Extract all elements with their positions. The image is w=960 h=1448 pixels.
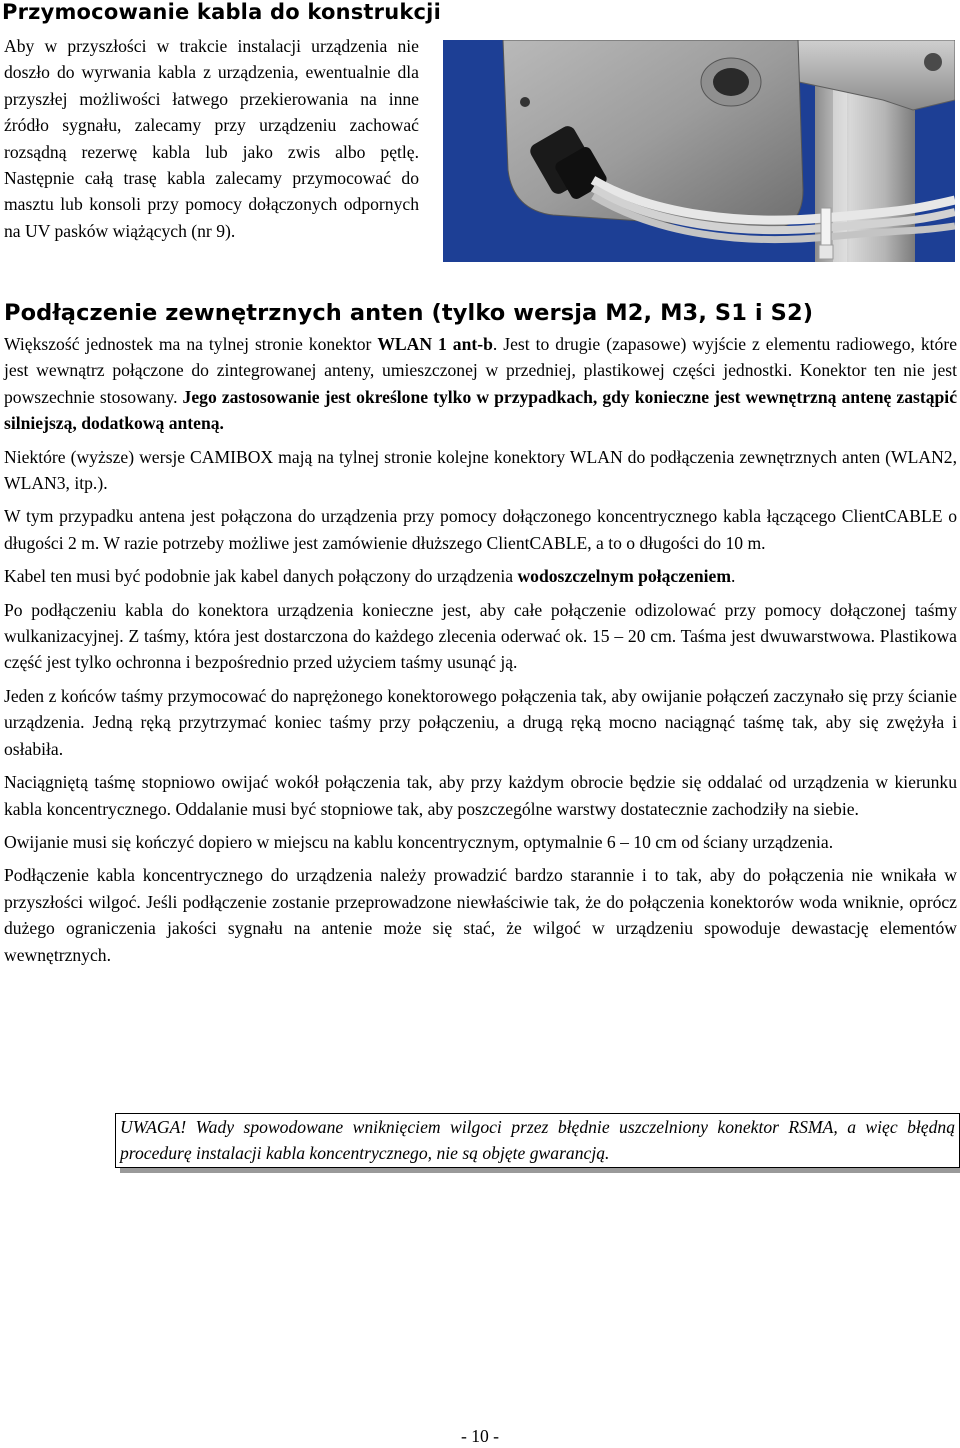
paragraph-waterproof: Kabel ten musi być podobnie jak kabel danych połączony do urządzenia wodoszczelnym połączeniem. <box>4 566 736 587</box>
paragraph-moisture: Podłączenie kabla koncentrycznego do urządzenia należy prowadzić bardzo starannie i to tak, aby do połączenia nie wnikała w przyszłości wilgoć. Jeśli podłączenie zostanie przeprowadzone niewłaściwie tak, że do połączenia konektorów woda wniknie, oprócz dużego ograniczenia jakości sygnału na antenie może się stać, że wilgoć w urządzeniu spowoduje dewastację elementów wewnętrznych. <box>4 865 957 965</box>
paragraph-clientcable: W tym przypadku antena jest połączona do urządzenia przy pomocy dołączonego koncentrycznego kabla łączącego ClientCABLE o długości 2 m. W razie potrzeby możliwe jest zamówienie dłuższego ClientCABLE, a to o długości do 10 m. <box>4 506 957 553</box>
page-number: - 10 - <box>460 1426 500 1446</box>
paragraph-camibox-versions: Niektóre (wyższe) wersje CAMIBOX mają na tylnej stronie kolejne konektory WLAN do podłączenia zewnętrznych anten (WLAN2, WLAN3, itp.). <box>4 446 957 494</box>
section-title-external-antennas: Podłączenie zewnętrznych anten (tylko wersja M2, M3, S1 i S2) <box>4 300 814 326</box>
warning-box <box>115 1113 960 1168</box>
section-body <box>4 331 957 975</box>
paragraph-wlan-connector: Większość jednostek ma na tylnej stronie konektor WLAN 1 ant-b. Jest to drugie (zapasowe) wyjście z elementu radiowego, które jest wewnątrz połączone do zintegrowanej anteny, umieszczonej w przedniej, plastikowej części jednostki. Konektor ten nie jest powszechnie stosowany. Jego zastosowanie jest określone tylko w przypadkach, gdy konieczne jest wewnętrzną antenę zastąpić silniejszą, dodatkową anteną. <box>4 334 958 434</box>
paragraph-tape-start: Jeden z końców taśmy przymocować do naprężonego konektorowego połączenia tak, aby owijanie połączeń zaczynało się przy ścianie urządzenia. Jedną ręką przytrzymać koniec taśmy przy połączeniu, a drugą ręką mocno naciągnąć taśmę tak, aby się zwężyła i osłabiła. <box>4 685 957 759</box>
emphasis-text: Jego zastosowanie jest określone tylko w przypadkach, gdy konieczne jest wewnętrzną antenę zastąpić silniejszą, dodatkową anteną. <box>4 386 957 434</box>
paragraph-insulation: Po podłączeniu kabla do konektora urządzenia konieczne jest, aby całe połączenie odizolować przy pomocy dołączonej taśmy wulkanizacyjnej. Z taśmy, która jest dostarczona do każdego zlecenia oderwać ok. 15 – 20 cm. Taśma jest dwuwarstwowa. Plastikowa część jest tylko ochronna i bezpośrednio przed użyciem taśmy usunąć ją. <box>4 599 957 673</box>
section-title-cable-mounting: Przymocowanie kabla do konstrukcji <box>2 0 441 24</box>
intro-paragraph: Aby w przyszłości w trakcie instalacji urządzenia nie doszło do wyrwania kabla z urządzenia, ewentualnie dla przyszłej możliwości łatwego przekierowania na inne źródło sygnału, zalecamy przy urządzeniu zachować rozsądną rezerwę kabla lub jako zwis albo pętlę. Następnie całą trasę kabla zalecamy przymocować do masztu lub konsoli przy pomocy dołączonych odpornych na UV pasków wiążących (nr 9). <box>4 36 419 241</box>
device-cable-photo <box>443 40 955 262</box>
paragraph-wrap-end: Owijanie musi się kończyć dopiero w miejscu na kablu koncentrycznym, optymalnie 6 – 10 cm od ściany urządzenia. <box>4 831 834 852</box>
warning-text: UWAGA! Wady spowodowane wniknięciem wilgoci przez błędnie uszczelniony konektor RSMA, a więc błędną procedurę instalacji kabla koncentrycznego, nie są objęte gwarancją. <box>120 1117 955 1164</box>
connector-name: WLAN 1 ant-b <box>377 334 493 354</box>
emphasis-waterproof: wodoszczelnym połączeniem <box>517 566 731 587</box>
paragraph-tape-wrap: Naciągniętą taśmę stopniowo owijać wokół połączenia tak, aby przy każdym obrocie będzie się oddalać od urządzenia w kierunku kabla koncentrycznego. Oddalanie musi być stopniowe tak, aby poszczególne warstwy dostatecznie zachodziły na siebie. <box>4 772 957 819</box>
device-cable-illustration <box>443 40 955 262</box>
